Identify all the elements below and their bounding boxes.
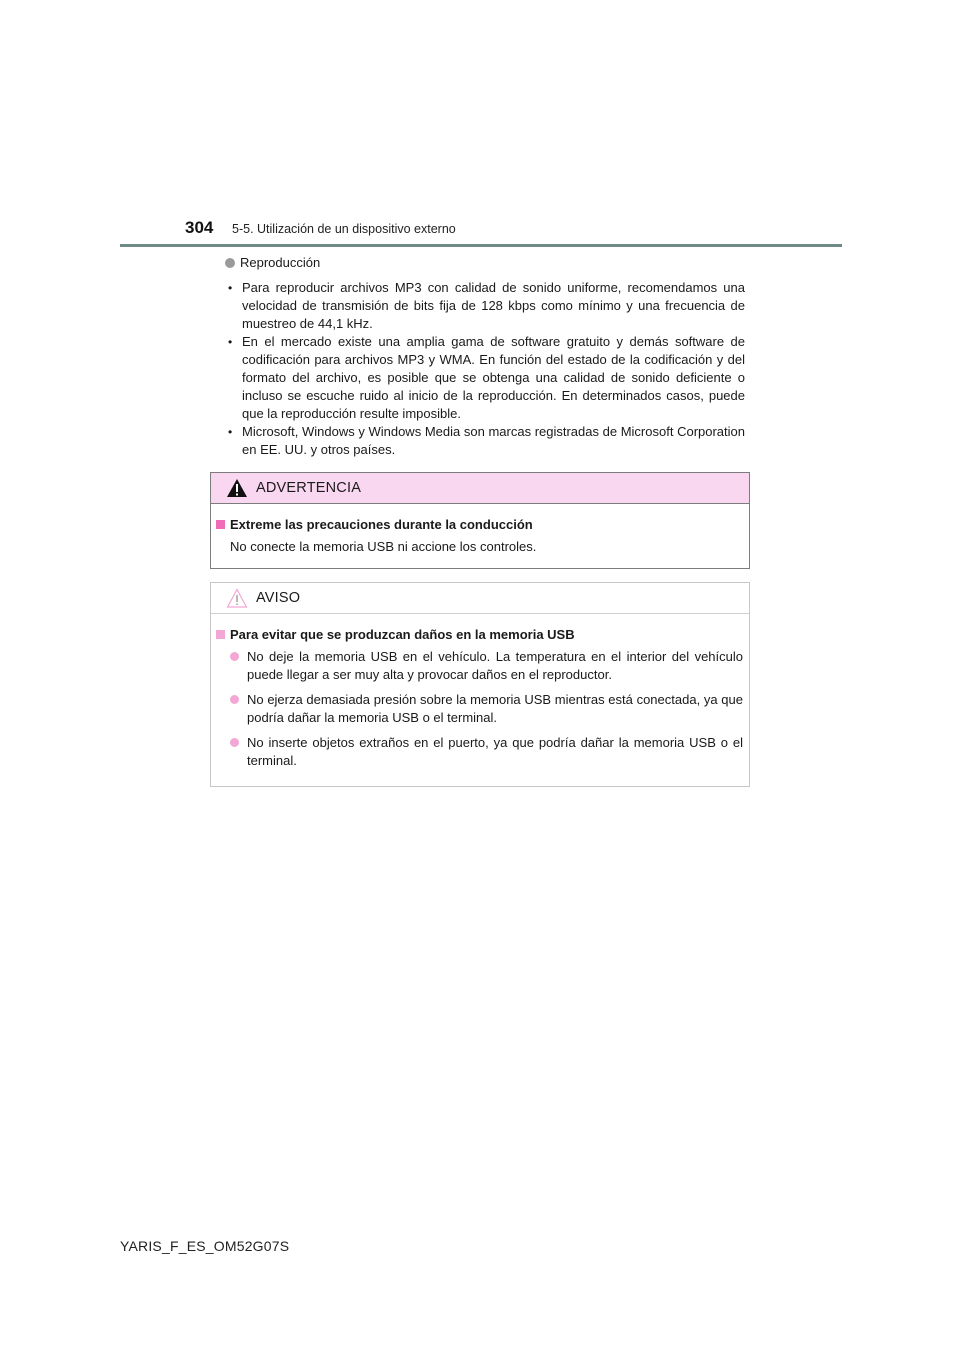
section-title: 5-5. Utilización de un dispositivo externo: [232, 222, 456, 236]
warning-item-heading-row: [216, 516, 743, 534]
list-item: [216, 648, 743, 684]
header-rule: [120, 244, 842, 247]
notice-item-text: No deje la memoria USB en el vehículo. La temperatura en el interior del vehículo puede llegar a ser muy alta y provocar daños en el reproductor.: [247, 649, 743, 682]
pink-dot-bullet-icon: [230, 738, 239, 747]
pink-square-bullet-icon: [216, 520, 225, 529]
warning-box: [210, 472, 750, 569]
pink-dot-bullet-icon: [230, 695, 239, 704]
notice-box-header: [211, 583, 749, 614]
pink-square-bullet-icon: [216, 630, 225, 639]
warning-box-header: [211, 473, 749, 504]
warning-box-title: ADVERTENCIA: [256, 480, 362, 496]
footer-document-code: YARIS_F_ES_OM52G07S: [120, 1238, 290, 1254]
page-number: 304: [185, 218, 214, 237]
list-item: • En el mercado existe una amplia gama de software gratuito y demás software de codificación para archivos MP3 y WMA. En función del estado de la codificación y del formato del archivo, es posible que se obtenga una calidad de sonido deficiente o incluso se escuche ruido al inicio de la reproducción. En determinados casos, puede que la reproducción resulte imposible.: [210, 333, 750, 423]
notice-item-text: No inserte objetos extraños en el puerto, ya que podría dañar la memoria USB o el terminal.: [247, 735, 743, 768]
notice-box: [210, 582, 750, 787]
list-item: • Microsoft, Windows y Windows Media son marcas registradas de Microsoft Corporation en EE. UU. y otros países.: [210, 423, 750, 459]
warning-triangle-icon: [226, 478, 248, 498]
playback-heading-row: [225, 254, 750, 272]
caution-triangle-outline-icon: [226, 588, 248, 608]
playback-heading: Reproducción: [240, 255, 321, 270]
list-item: [216, 734, 743, 770]
notice-box-title: AVISO: [256, 590, 301, 606]
playback-bullet-list: [210, 279, 750, 459]
pink-dot-bullet-icon: [230, 652, 239, 661]
notice-item-heading: Para evitar que se produzcan daños en la memoria USB: [230, 627, 575, 642]
list-item: [216, 691, 743, 727]
warning-box-body: [211, 504, 749, 568]
warning-item-text: No conecte la memoria USB ni accione los controles.: [230, 539, 537, 554]
list-item: • Para reproducir archivos MP3 con calidad de sonido uniforme, recomendamos una velocidad de transmisión de bits fija de 128 kbps como mínimo y una frecuencia de muestreo de 44,1 kHz.: [210, 279, 750, 333]
notice-item-text: No ejerza demasiada presión sobre la memoria USB mientras está conectada, ya que podría dañar la memoria USB o el terminal.: [247, 692, 743, 725]
gray-bullet-icon: [225, 258, 235, 268]
page-content: [210, 254, 750, 787]
notice-item-heading-row: [216, 626, 743, 644]
notice-box-body: [211, 614, 749, 786]
warning-item-heading: Extreme las precauciones durante la conducción: [230, 517, 533, 532]
